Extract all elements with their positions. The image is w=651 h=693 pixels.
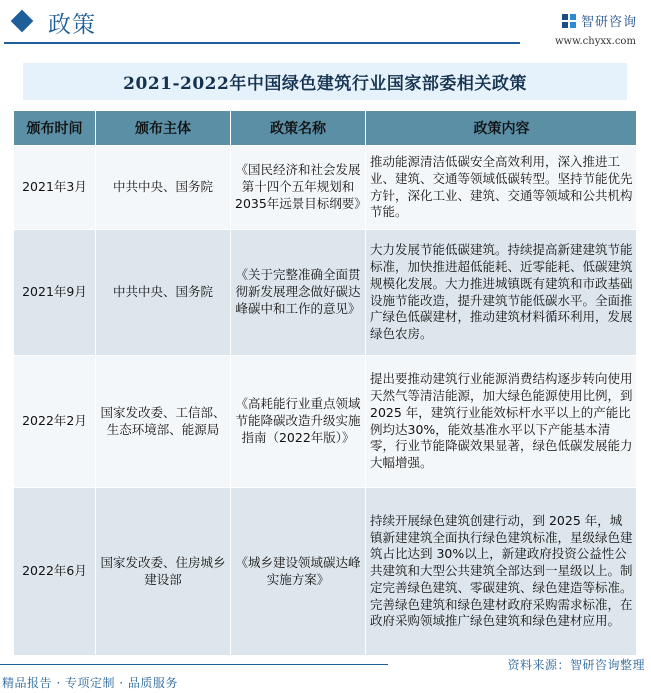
column-header-name: 政策名称 bbox=[231, 111, 366, 146]
cell-name: 《高耗能行业重点领域节能降碳改造升级实施指南（2022年版）》 bbox=[231, 356, 366, 488]
table-header-row bbox=[14, 111, 637, 146]
policy-table bbox=[13, 110, 637, 656]
cell-content: 推动能源清洁低碳安全高效利用，深入推进工业、建筑、交通等领域低碳转型。坚持节能优先方针，深化工业、建筑、交通等领域和公共机构节能。 bbox=[366, 146, 637, 230]
page-title: 2021-2022年中国绿色建筑行业国家部委相关政策 bbox=[123, 74, 527, 94]
table-row bbox=[14, 488, 637, 656]
cell-name: 《国民经济和社会发展第十四个五年规划和2035年远景目标纲要》 bbox=[231, 146, 366, 230]
cell-issuer: 国家发改委、工信部、生态环境部、能源局 bbox=[96, 356, 231, 488]
cell-date: 2022年6月 bbox=[14, 488, 96, 656]
cell-name: 《关于完整准确全面贯彻新发展理念做好碳达峰碳中和工作的意见》 bbox=[231, 230, 366, 356]
diamond-icon bbox=[11, 10, 34, 33]
brand bbox=[562, 11, 637, 30]
cell-name: 《城乡建设领域碳达峰实施方案》 bbox=[231, 488, 366, 656]
column-header-content: 政策内容 bbox=[366, 111, 637, 146]
cell-date: 2021年9月 bbox=[14, 230, 96, 356]
table-row bbox=[14, 356, 637, 488]
cell-content: 持续开展绿色建筑创建行动，到 2025 年，城镇新建建筑全面执行绿色建筑标准，星级绿色建筑占比达到 30%以上，新建政府投资公益性公共建筑和大型公共建筑全部达到一星级以上。制定完善绿色建筑、零碳建筑、绿色建造等标准。完善绿色建筑和绿色建材政府采购需求标准，在政府采购领域推广绿色建筑和绿色建材应用。 bbox=[366, 488, 637, 656]
brand-url: www.chyxx.com bbox=[555, 36, 636, 47]
cell-date: 2021年3月 bbox=[14, 146, 96, 230]
footer-divider bbox=[0, 664, 388, 665]
page-header bbox=[0, 0, 651, 50]
cell-issuer: 中共中央、国务院 bbox=[96, 146, 231, 230]
source-note: 资料来源：智研咨询整理 bbox=[507, 658, 645, 672]
brand-logo-icon bbox=[562, 14, 576, 28]
footer-tagline: 精品报告 · 专项定制 · 品质服务 bbox=[2, 676, 178, 690]
column-header-date: 颁布时间 bbox=[14, 111, 96, 146]
section-title: 政策 bbox=[48, 12, 96, 38]
cell-content: 提出要推动建筑行业能源消费结构逐步转向使用天然气等清洁能源，加大绿色能源使用比例，到 2025 年，建筑行业能效标杆水平以上的产能比例均达30%，能效基准水平以下产能基本清零，行业节能降碳效果显著，绿色低碳发展能力大幅增强。 bbox=[366, 356, 637, 488]
cell-content: 大力发展节能低碳建筑。持续提高新建建筑节能标准，加快推进超低能耗、近零能耗、低碳建筑规模化发展。大力推进城镇既有建筑和市政基础设施节能改造，提升建筑节能低碳水平。全面推广绿色低碳建材，推动建筑材料循环利用，发展绿色农房。 bbox=[366, 230, 637, 356]
brand-name: 智研咨询 bbox=[581, 15, 638, 30]
table-row bbox=[14, 146, 637, 230]
table-row bbox=[14, 230, 637, 356]
cell-date: 2022年2月 bbox=[14, 356, 96, 488]
cell-issuer: 国家发改委、住房城乡建设部 bbox=[96, 488, 231, 656]
cell-issuer: 中共中央、国务院 bbox=[96, 230, 231, 356]
title-banner bbox=[23, 63, 627, 100]
header-divider bbox=[4, 42, 520, 44]
column-header-issuer: 颁布主体 bbox=[96, 111, 231, 146]
